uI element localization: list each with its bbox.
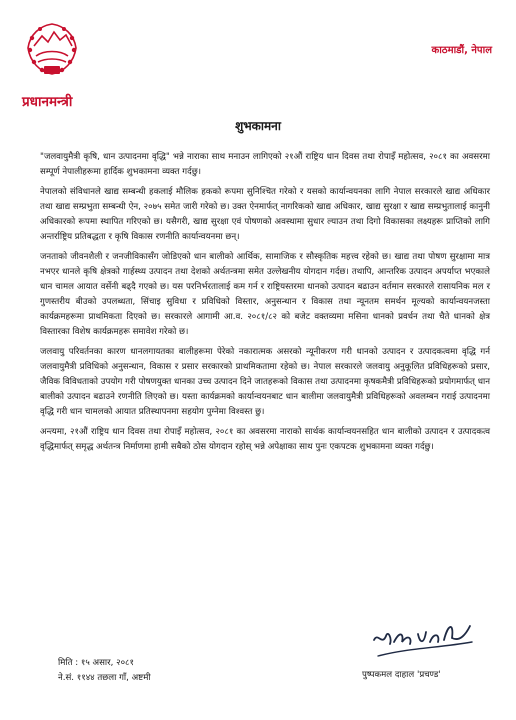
paragraph: जलवायु परिवर्तनका कारण धानलगायतका बालीहरूमा पेरेको नकारात्मक असरको न्यूनीकरण गरी धानको उत्पादन र उत्पादकत्वमा वृद्धि गर्न जलवायुमैत्री प्रविधिको अनुसन्धान, विकास र प्रसार सरकारको प्राथमिकतामा रहेको छ। नेपाल सरकारले जलवायु अनुकूलित प्रविधिहरूको प्रसार, जैविक विविधताको उपयोग गरी पोषणयुक्त धानका उच्च उत्पादन दिने जातहरूको विकास तथा उत्पादनमा कृषकमैत्री प्रविधिहरूको प्रयोगमार्फत् धान बालीको उत्पादन बढाउने रणनीति लिएको छ। यस्ता कार्यक्रमको कार्यान्वयनबाट धान बालीमा जलवायुमैत्री प्रविधिहरूको अवलम्बन गराई उत्पादनमा वृद्धि गरी धान चामलको आयात प्रतिस्थापनमा सहयोग पुग्नेमा विश्वस्त छु। — [40, 347, 490, 417]
paragraph: "जलवायुमैत्री कृषि, धान उत्पादनमा वृद्धि" भन्ने नाराका साथ मनाउन लागिएको २१औं राष्ट्रिय धान दिवस तथा रोपाइँ महोत्सव, २०८१ का अवसरमा सम्पूर्ण नेपालीहरूमा हार्दिक शुभकामना व्यक्त गर्दछु। — [40, 152, 490, 177]
message-body — [40, 150, 490, 460]
nepal-emblem-icon — [22, 20, 82, 78]
handwritten-signature — [368, 612, 478, 662]
paragraph: अन्त्यमा, २१औं राष्ट्रिय धान दिवस तथा रोपाइँ महोत्सव, २०८१ का अवसरमा नाराको सार्थक कार्यान्वयनसहित धान बालीको उत्पादन र उत्पादकत्व वृद्धिमार्फत् समृद्ध अर्थतन्त्र निर्माणमा हामी सबैको ठोस योगदान रहोस् भन्ने अपेक्षाका साथ पुनः एकपटक शुभकामना व्यक्त गर्दछु। — [40, 427, 490, 452]
signer-name: पुष्पकमल दाहाल 'प्रचण्ड' — [362, 670, 441, 680]
office-title: प्रधानमन्त्री — [22, 94, 73, 110]
page-title: शुभकामना — [235, 119, 281, 133]
paragraph: नेपालको संविधानले खाद्य सम्बन्धी हकलाई मौलिक हकको रूपमा सुनिश्चित गरेको र यसको कार्यान्वयनका लागि नेपाल सरकारले खाद्य अधिकार तथा खाद्य सम्प्रभुता सम्बन्धी ऐन, २०७५ समेत जारी गरेको छ। उक्त ऐनमार्फत् नागरिकको खाद्य अधिकार, खाद्य सुरक्षा र खाद्य सम्प्रभुतालाई कानुनी अधिकारको रूपमा स्थापित गरिएको छ। यसैगरी, खाद्य सुरक्षा एवं पोषणको अवस्थामा सुधार ल्याउन तथा दिगो विकासका लक्ष्यहरू प्राप्तिको लागि अन्तर्राष्ट्रिय प्रतिबद्धता र कृषि विकास रणनीति कार्यान्वयनमा छन्। — [40, 187, 490, 242]
date-line: मिति : १५ असार, २०८१ — [58, 658, 134, 668]
date-block — [58, 656, 151, 686]
nepal-sambat-date-line: ने.सं. ११४४ तछला गाँ, अष्टमी — [58, 673, 151, 683]
location-label: काठमाडौं, नेपाल — [431, 45, 492, 56]
paragraph: जनताको जीवनशैली र जनजीविकासँग जोडिएको धान बालीको आर्थिक, सामाजिक र सौस्कृतिक महत्त्व रहेको छ। खाद्य तथा पोषण सुरक्षामा मात्र नभएर धानले कृषि क्षेत्रको गार्हस्थ्य उत्पादन तथा देशको अर्थतन्त्रमा समेत उल्लेखनीय योगदान गर्दछ। तथापि, आन्तरिक उत्पादन अपर्याप्त भएकाले धान चामल आयात वर्सेनी बढ्दै गएको छ। यस परनिर्भरतालाई कम गर्न र राष्ट्रियस्तरमा धानको उत्पादन बढाउन वर्तमान सरकारले रासायनिक मल र गुणस्तरीय बीउको उपलब्धता, सिंचाइ सुविधा र प्रविधिको विस्तार, अनुसन्धान र विकास तथा न्यूनतम समर्थन मूल्यको कार्यान्वयनजस्ता कार्यक्रमहरूमा प्राथमिकता दिएको छ। सरकारले आगामी आ.व. २०८१/८२ को बजेट वक्तव्यमा मसिना धानको प्रवर्धन तथा चैते धानको क्षेत्र विस्तारका विशेष कार्यक्रमहरू समावेश गरेको छ। — [40, 252, 490, 337]
